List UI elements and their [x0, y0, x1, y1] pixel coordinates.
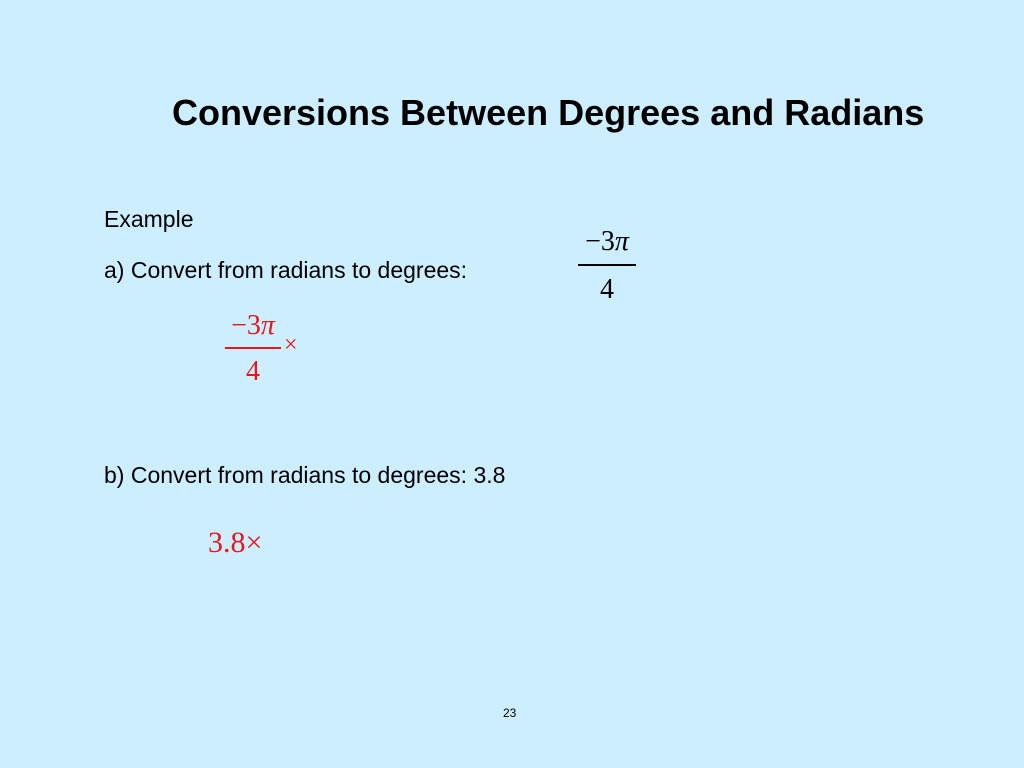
fraction-denominator: 4 [600, 274, 614, 305]
fraction-numerator [231, 312, 275, 340]
page-number: 23 [503, 706, 517, 720]
fraction-numerator [585, 228, 629, 256]
numerator-coefficient: −3 [585, 226, 615, 257]
part-a-prompt: a) Convert from radians to degrees: [104, 257, 468, 283]
fraction-bar [578, 264, 636, 266]
part-b-prompt: b) Convert from radians to degrees: 3.8 [104, 462, 506, 488]
example-label: Example [104, 206, 194, 232]
part-a-work-fraction [225, 312, 281, 386]
numerator-coefficient: −3 [231, 310, 261, 341]
part-a-given-fraction [578, 228, 636, 304]
pi-symbol: π [260, 310, 275, 341]
part-b-work-expression: 3.8× [208, 526, 263, 559]
multiply-operator: × [284, 332, 298, 358]
slide-title: Conversions Between Degrees and Radians [172, 92, 925, 133]
fraction-bar [225, 347, 281, 349]
fraction-denominator: 4 [246, 356, 260, 387]
pi-symbol: π [614, 226, 629, 257]
